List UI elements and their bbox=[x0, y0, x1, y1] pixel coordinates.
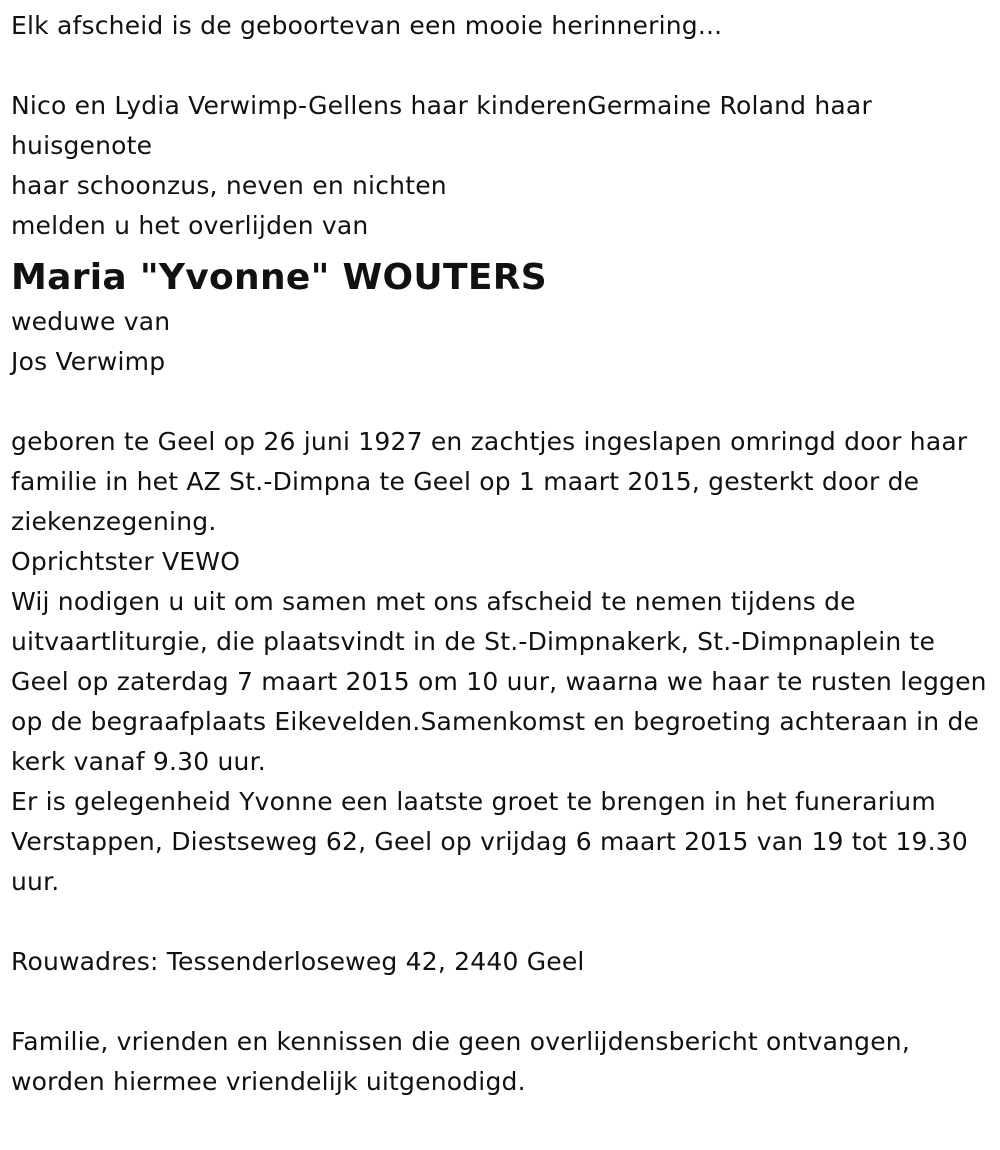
intro-text: Elk afscheid is de geboortevan een mooie herinnering... bbox=[11, 11, 723, 40]
spacer bbox=[11, 982, 996, 1022]
deceased-name: Maria "Yvonne" WOUTERS bbox=[11, 257, 547, 298]
spacer bbox=[11, 46, 996, 86]
relation-text: weduwe van bbox=[11, 307, 171, 336]
viewing-paragraph: Er is gelegenheid Yvonne een laatste groet te brengen in het funerarium Verstappen, Diestseweg 62, Geel op vrijdag 6 maart 2015 van 19 tot 19.30 uur. bbox=[11, 787, 969, 896]
family-line-4: melden u het overlijden van bbox=[11, 211, 369, 240]
family-line-1: Nico en Lydia Verwimp-Gellens haar kinderenGermaine Roland haar bbox=[11, 91, 872, 120]
family-line-2: huisgenote bbox=[11, 131, 153, 160]
spacer bbox=[11, 902, 996, 942]
role-text: Oprichtster VEWO bbox=[11, 547, 241, 576]
closing-paragraph: Familie, vrienden en kennissen die geen overlijdensbericht ontvangen, worden hiermee vriendelijk uitgenodigd. bbox=[11, 1027, 910, 1096]
birth-death-paragraph: geboren te Geel op 26 juni 1927 en zachtjes ingeslapen omringd door haar familie in het AZ St.-Dimpna te Geel op 1 maart 2015, gesterkt door de ziekenzegening. bbox=[11, 427, 968, 536]
spouse-name: Jos Verwimp bbox=[11, 347, 166, 376]
spacer bbox=[11, 382, 996, 422]
family-line-3: haar schoonzus, neven en nichten bbox=[11, 171, 447, 200]
funeral-paragraph: Wij nodigen u uit om samen met ons afscheid te nemen tijdens de uitvaartliturgie, die plaatsvindt in de St.-Dimpnakerk, St.-Dimpnaplein te Geel op zaterdag 7 maart 2015 om 10 uur, waarna we haar te rusten leggen op de begraafplaats Eikevelden.Samenkomst en begroeting achteraan in de kerk vanaf 9.30 uur. bbox=[11, 587, 987, 776]
mourning-address: Rouwadres: Tessenderloseweg 42, 2440 Geel bbox=[11, 947, 585, 976]
death-notice bbox=[11, 6, 996, 1102]
